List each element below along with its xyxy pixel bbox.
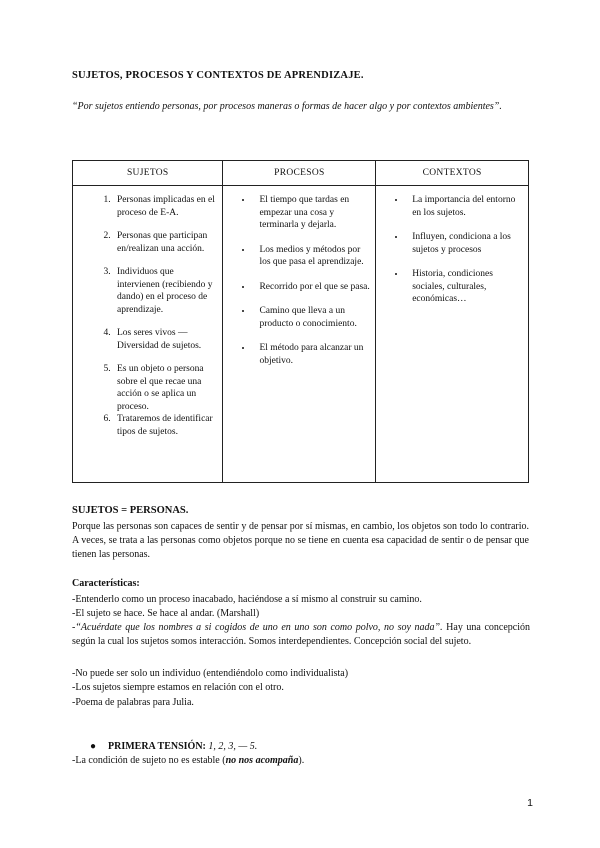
sujeto-item: 3. Individuos que intervienen (recibiendo y dando) en el proceso de aprendizaje. <box>113 266 216 316</box>
tension-line <box>90 741 257 752</box>
section-paragraph: Porque las personas son capaces de sentir y de pensar por sí mismas, en cambio, los objetos son todo lo contrario. A veces, se trata a las personas como objetos porque no se tiene en cuenta esa capacidad de sentir o de pensar que tienen las personas. <box>72 521 529 560</box>
tension-label: PRIMERA TENSIÓN: <box>108 741 206 752</box>
tension-items: 1, 2, 3, — 5. <box>208 741 258 752</box>
sujeto-item: 6. Trataremos de identificar tipos de sujetos. <box>113 413 216 438</box>
characteristic-text: Hay una concepción según la cual los sujetos somos interacción. Somos interdependientes. Concepción social del sujeto. <box>72 622 530 647</box>
characteristic-line: -Los sujetos siempre estamos en relación con el otro. <box>72 682 284 693</box>
characteristics-heading: Características: <box>72 578 140 589</box>
sujeto-item: 2. Personas que participan en/realizan una acción. <box>113 230 216 255</box>
characteristic-dash: - <box>72 622 76 633</box>
bullet-icon: ● <box>90 741 97 752</box>
sujetos-list <box>73 194 216 438</box>
intro-quote: “Por sujetos entiendo personas, por procesos maneras o formas de hacer algo y por contextos ambientes”. <box>72 101 502 112</box>
procesos-cell <box>223 186 376 483</box>
condition-close: ). <box>298 755 305 766</box>
document-title: SUJETOS, PROCESOS Y CONTEXTOS DE APRENDIZAJE. <box>72 70 364 81</box>
subject-condition-line <box>72 754 530 768</box>
header-contextos: CONTEXTOS <box>376 161 529 186</box>
contexto-item: • La importancia del entorno en los sujetos. <box>406 194 524 219</box>
characteristic-paragraph <box>72 621 530 649</box>
procesos-list <box>223 194 371 367</box>
proceso-item: • Recorrido por el que se pasa. <box>253 281 371 294</box>
characteristic-line: -No puede ser solo un individuo (entendiéndolo como individualista) <box>72 668 349 679</box>
condition-emphasis: no nos acompaña <box>225 755 299 766</box>
contexto-item: • Historia, condiciones sociales, culturales, económicas… <box>406 268 524 306</box>
proceso-item: • Los medios y métodos por los que pasa el aprendizaje. <box>253 244 371 269</box>
contextos-cell <box>376 186 529 483</box>
condition-text: -La condición de sujeto no es estable ( <box>72 755 226 766</box>
proceso-item: • El tiempo que tardas en empezar una cosa y terminarla y dejarla. <box>253 194 371 232</box>
contextos-list <box>376 194 524 306</box>
proceso-item: • Camino que lleva a un producto o conocimiento. <box>253 305 371 330</box>
header-sujetos: SUJETOS <box>73 161 223 186</box>
section-heading: SUJETOS = PERSONAS. <box>72 505 189 516</box>
concepts-table <box>72 160 529 483</box>
sujeto-item: 4. Los seres vivos — Diversidad de sujetos. <box>113 327 216 352</box>
sujetos-cell <box>73 186 223 483</box>
sujeto-item: 5. Es un objeto o persona sobre el que recae una acción o se aplica un proceso. <box>113 363 216 413</box>
characteristic-quote: “Acuérdate que los nombres a si cogidos de uno en uno son como polvo, no soy nada”. <box>75 622 443 633</box>
contexto-item: • Influyen, condiciona a los sujetos y procesos <box>406 231 524 256</box>
characteristic-line: -Poema de palabras para Julia. <box>72 697 194 708</box>
proceso-item: • El método para alcanzar un objetivo. <box>253 342 371 367</box>
characteristic-line: -El sujeto se hace. Se hace al andar. (Marshall) <box>72 608 260 619</box>
page-number: 1 <box>527 797 533 809</box>
characteristic-line: -Entenderlo como un proceso inacabado, haciéndose a sí mismo al construir su camino. <box>72 594 422 605</box>
header-procesos: PROCESOS <box>223 161 376 186</box>
sujeto-item: 1. Personas implicadas en el proceso de E-A. <box>113 194 216 219</box>
